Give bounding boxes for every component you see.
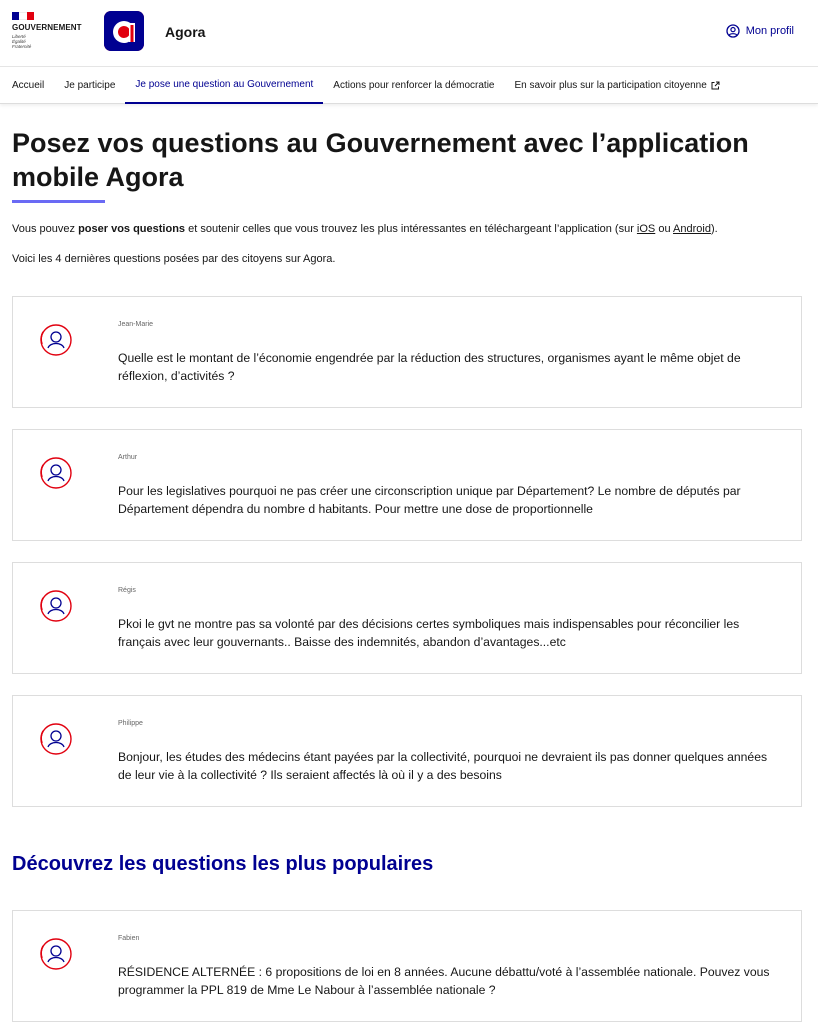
latest-questions-text: Voici les 4 dernières questions posées par des citoyens sur Agora. xyxy=(12,253,336,265)
main-nav xyxy=(0,67,818,104)
popular-section-title: Découvrez les questions les plus populaires xyxy=(12,853,434,875)
nav-accueil[interactable]: Accueil xyxy=(12,79,45,91)
question-author: Fabien xyxy=(118,935,140,942)
question-text: Pour les legislatives pourquoi ne pas créer une circonscription unique par Département? Le nombre de députés par Département dépendra du nombre d habitants. Pour mettre une dose de proportionnelle xyxy=(118,484,741,516)
app-title[interactable]: Agora xyxy=(165,24,206,40)
android-link[interactable]: Android xyxy=(673,223,711,235)
question-card[interactable] xyxy=(12,695,802,807)
intro-text: Vous pouvez poser vos questions et soutenir celles que vous trouvez les plus intéressantes en téléchargeant l’application (sur iOS ou Android). xyxy=(12,223,718,235)
nav-en-savoir-plus-label: En savoir plus sur la participation citoyenne xyxy=(514,79,707,91)
citizen-avatar-icon xyxy=(38,588,74,624)
title-underline xyxy=(12,200,105,203)
question-card[interactable] xyxy=(12,429,802,541)
citizen-avatar-icon xyxy=(38,721,74,757)
question-author: Régis xyxy=(118,587,136,594)
government-logo[interactable] xyxy=(12,12,90,54)
citizen-avatar-icon xyxy=(38,936,74,972)
gov-motto: Liberté Égalité Fraternité xyxy=(12,34,32,49)
question-card[interactable] xyxy=(12,910,802,1022)
question-text: Pkoi le gvt ne montre pas sa volonté par des décisions certes symboliques mais indispensables pour réconcilier les français avec leur gouvernants.. Baisse des indemnités, abandon d’avantages...etc xyxy=(118,617,740,649)
question-text: Bonjour, les études des médecins étant payées par la collectivité, pourquoi ne devraient ils pas donner quelques années de leur vie à la collectivité ? Ils seraient affectés là où il y a des besoins xyxy=(118,750,768,782)
citizen-avatar-icon xyxy=(38,322,74,358)
gov-name: GOUVERNEMENT xyxy=(12,23,82,32)
page-title: Posez vos questions au Gouvernement avec l’application mobile Agora xyxy=(12,128,749,192)
french-flag-icon xyxy=(12,12,34,20)
question-author: Philippe xyxy=(118,720,143,727)
user-circle-icon xyxy=(726,24,740,38)
nav-je-pose-une-question[interactable]: Je pose une question au Gouvernement xyxy=(125,67,323,104)
question-card[interactable] xyxy=(12,296,802,408)
latest-questions-list xyxy=(12,296,802,807)
question-author: Arthur xyxy=(118,454,138,461)
question-text: RÉSIDENCE ALTERNÉE : 6 propositions de loi en 8 années. Aucune débattu/voté à l’assemblée nationale. Pouvez vous programmer la PPL 819 de Mme Le Nabour à l’assemblée nationale ? xyxy=(118,965,770,997)
nav-je-participe[interactable]: Je participe xyxy=(64,79,116,91)
popular-questions-list xyxy=(12,910,802,1022)
agora-logo-icon[interactable] xyxy=(104,11,144,51)
external-link-icon xyxy=(711,81,720,90)
question-text: Quelle est le montant de l’économie engendrée par la réduction des structures, organismes ayant le même objet de réflexion, d’activités ? xyxy=(118,351,741,383)
profile-link[interactable] xyxy=(726,24,794,38)
question-card[interactable] xyxy=(12,562,802,674)
question-author: Jean-Marie xyxy=(118,321,154,328)
main-content xyxy=(0,126,818,1022)
profile-label: Mon profil xyxy=(745,25,794,37)
ios-link[interactable]: iOS xyxy=(636,223,656,235)
citizen-avatar-icon xyxy=(38,455,74,491)
nav-actions-democratie[interactable]: Actions pour renforcer la démocratie xyxy=(333,79,495,91)
site-header xyxy=(0,0,818,67)
nav-en-savoir-plus[interactable] xyxy=(504,67,729,104)
